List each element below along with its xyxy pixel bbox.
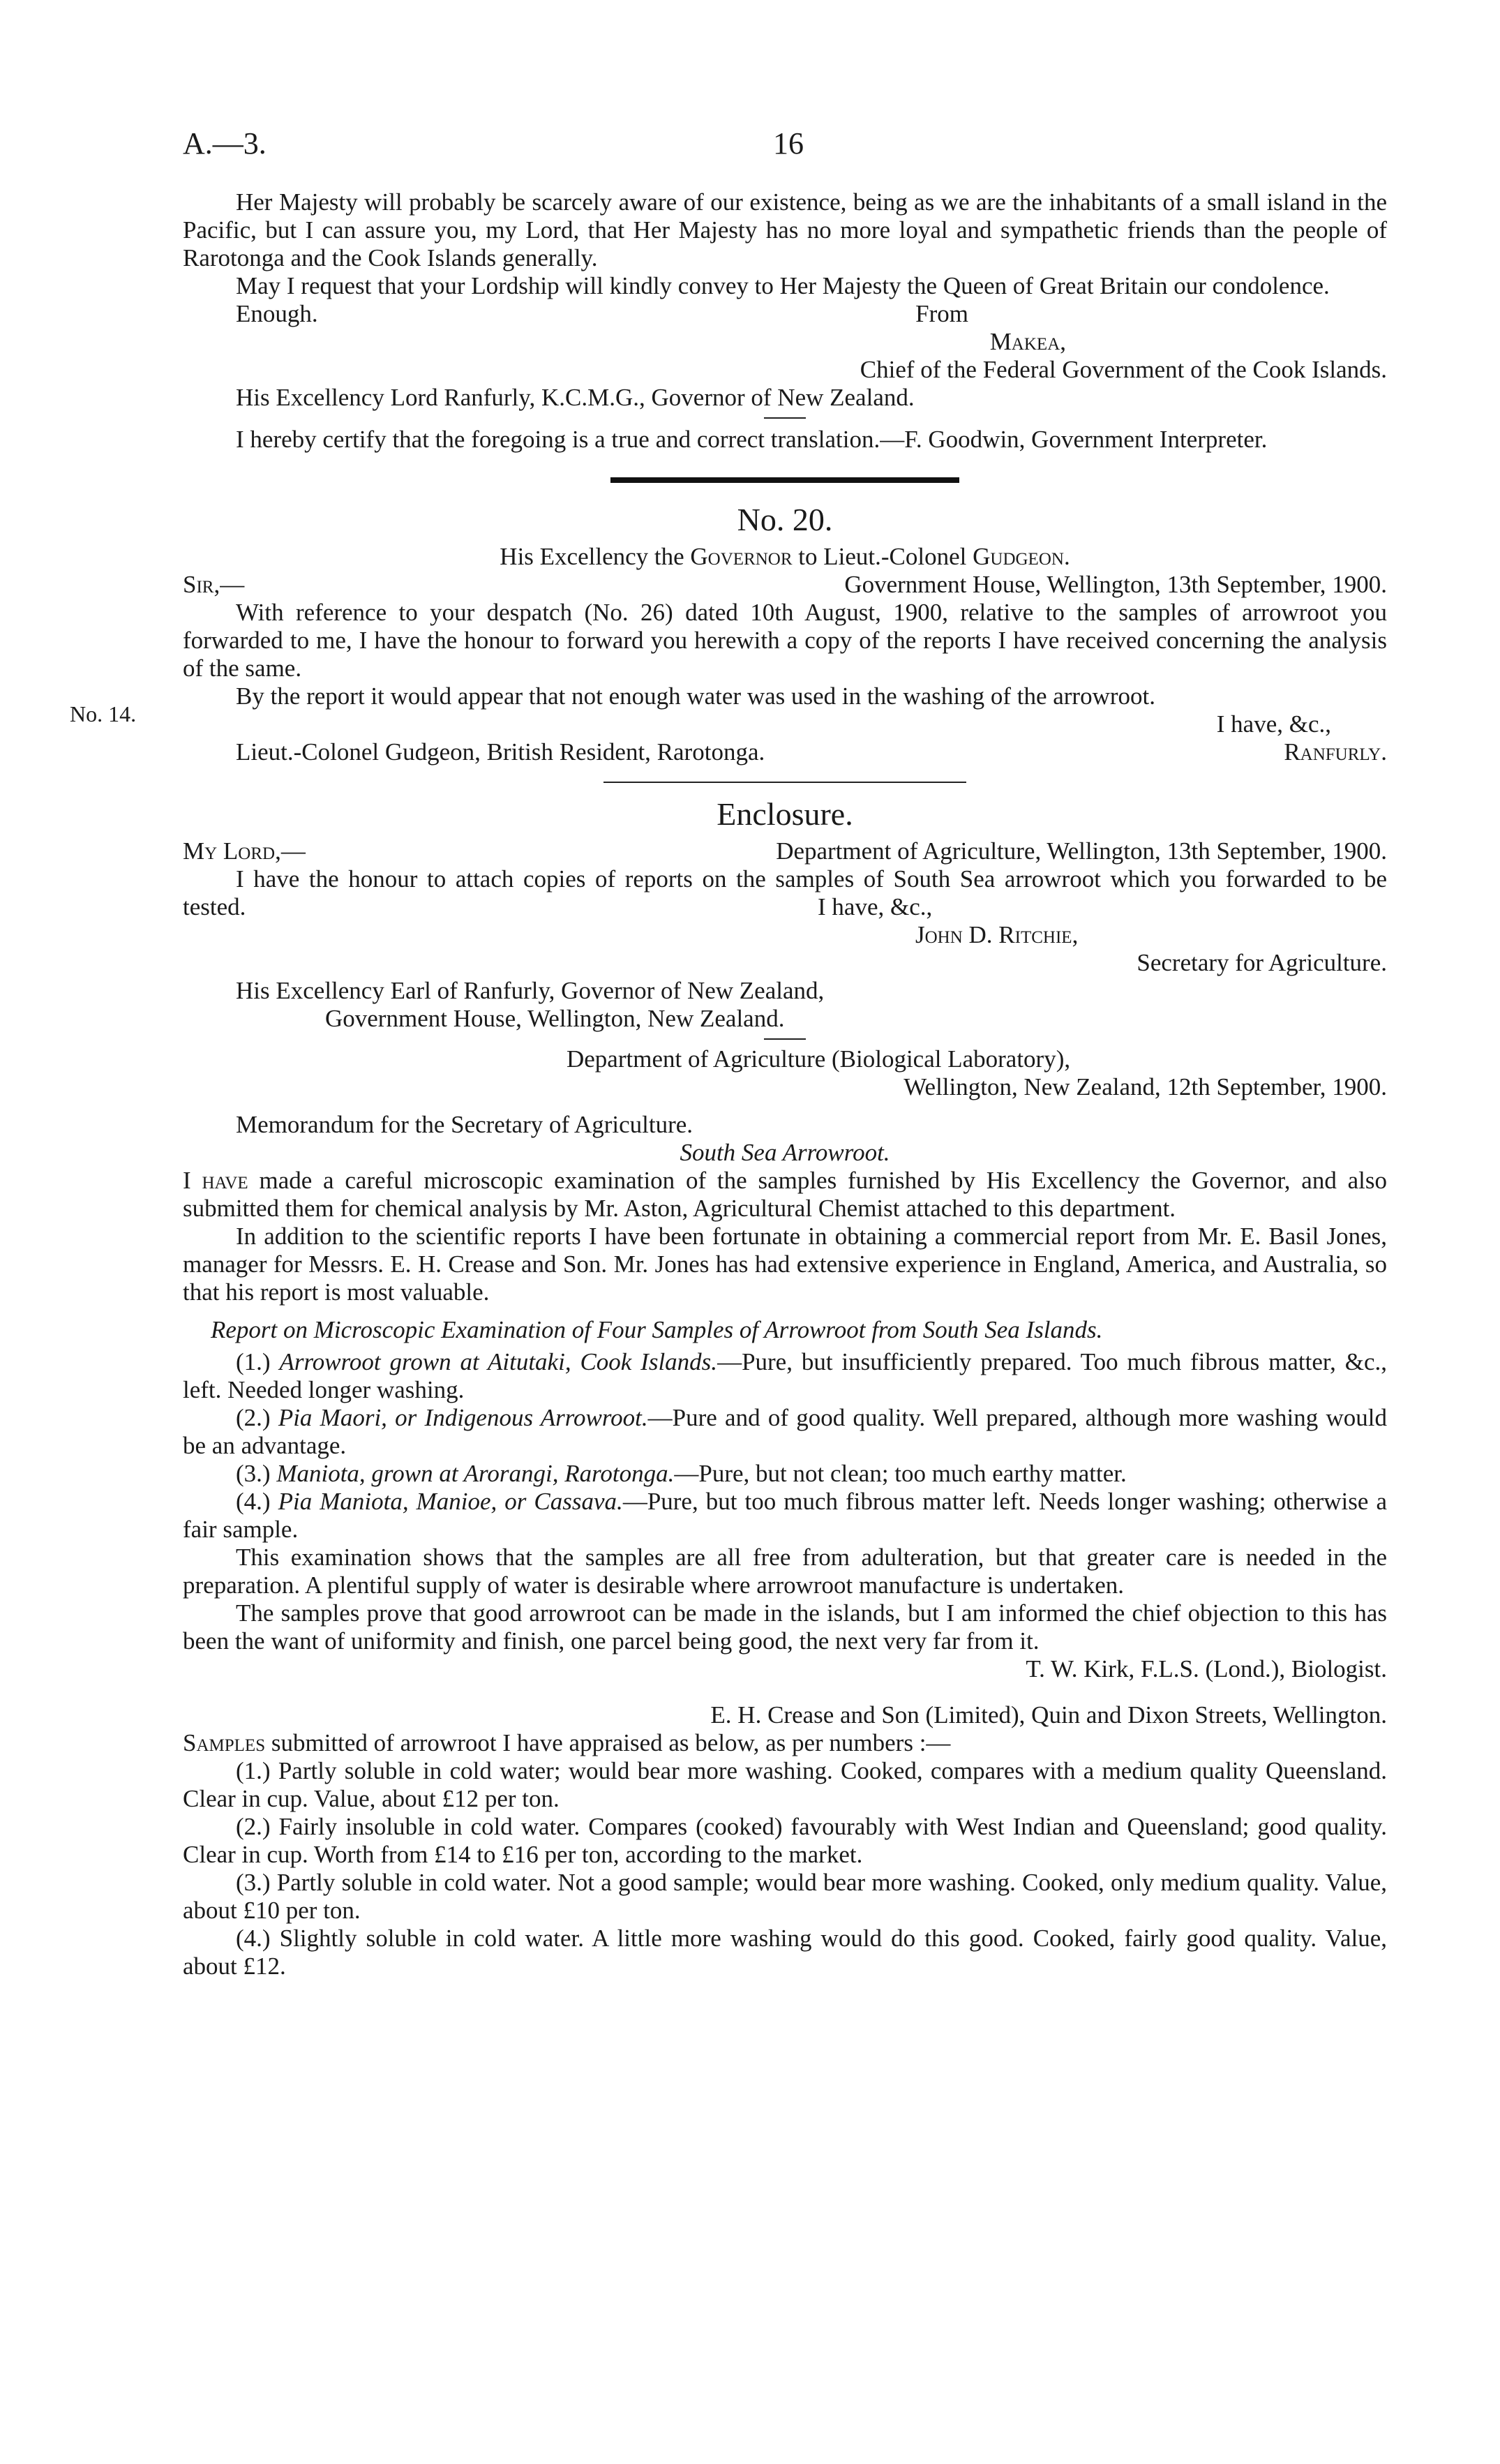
crease-item: (4.) Slightly soluble in cold water. A little more washing would do this good. Cooked, fairly good quality. Value, about £12.: [183, 1925, 1387, 1980]
document-body: [183, 188, 1387, 1980]
section-divider: [764, 1038, 806, 1040]
enclosure-heading: Enclosure.: [717, 796, 853, 832]
no20-salutation-row: [183, 571, 1387, 599]
enclosure-addressee-1: His Excellency Earl of Ranfurly, Governor of New Zealand,: [236, 977, 825, 1004]
no20-recipient: Lieut.-Colonel Gudgeon, British Resident, Rarotonga.: [236, 738, 765, 766]
crease-item: (2.) Fairly insoluble in cold water. Compares (cooked) favourably with West Indian and Queensland; good quality. Clear in cup. Worth from £14 to £16 per ton, according to the market.: [183, 1813, 1387, 1868]
enclosure-signer-title: Secretary for Agriculture.: [1137, 949, 1387, 976]
memo-paragraph-4: The samples prove that good arrowroot can be made in the islands, but I am informed the chief objection to this has been the want of uniformity and finish, one parcel being good, the next very far from it.: [183, 1599, 1387, 1655]
no20-heading: No. 20.: [737, 502, 833, 537]
enclosure-signer: John D. Ritchie,: [915, 921, 1079, 948]
no20-signer: Ranfurly.: [1284, 738, 1387, 766]
memo-signer: T. W. Kirk, F.L.S. (Lond.), Biologist.: [1026, 1655, 1387, 1682]
crease-item: (1.) Partly soluble in cold water; would bear more washing. Cooked, compares with a medium quality Queensland. Clear in cup. Value, about £12 per ton.: [183, 1757, 1387, 1812]
memo-title: South Sea Arrowroot.: [680, 1139, 890, 1166]
crease-header: E. H. Crease and Son (Limited), Quin and Dixon Streets, Wellington.: [710, 1701, 1387, 1728]
memo-paragraph-3: This examination shows that the samples are all free from adulteration, but that greater care is needed in the preparation. A plentiful supply of water is desirable where arrowroot manufacture is undertaken.: [183, 1544, 1387, 1599]
thick-divider: [610, 477, 959, 483]
makea-paragraph-2: May I request that your Lordship will kindly convey to Her Majesty the Queen of Great Britain our condolence.: [236, 272, 1330, 299]
makea-addressee: His Excellency Lord Ranfurly, K.C.M.G., Governor of New Zealand.: [236, 384, 915, 411]
report-title: Report on Microscopic Examination of Four Samples of Arrowroot from South Sea Islands.: [211, 1316, 1103, 1343]
no20-address: Government House, Wellington, 13th September, 1900.: [844, 571, 1387, 598]
memo-paragraph-1: I have made a careful microscopic examination of the samples furnished by His Excellency the Governor, and also submitted them for chemical analysis by Mr. Aston, Agricultural Chemist attached to this department.: [183, 1167, 1387, 1222]
makea-signature: Makea,: [989, 328, 1066, 355]
report-item: (1.) Arrowroot grown at Aitutaki, Cook Islands.—Pure, but insufficiently prepared. Too much fibrous matter, &c., left. Needed longer washing.: [183, 1348, 1388, 1403]
enough-from-row: [183, 300, 1387, 328]
enough-text: Enough.: [236, 300, 318, 327]
memo-paragraph-2: In addition to the scientific reports I have been fortunate in obtaining a commercial report from Mr. E. Basil Jones, manager for Messrs. E. H. Crease and Son. Mr. Jones has had extensive experience in England, America, and Australia, so that his report is most valuable.: [183, 1223, 1387, 1306]
no20-closing: I have, &c.,: [1216, 710, 1331, 738]
document-reference: A.—3.: [183, 126, 267, 160]
memo-date: Wellington, New Zealand, 12th September, 1900.: [903, 1073, 1387, 1100]
no20-paragraph-1: With reference to your despatch (No. 26) dated 10th August, 1900, relative to the samples of arrowroot you forwarded to me, I have the honour to forward you herewith a copy of the reports I have received concerning the analysis of the same.: [183, 599, 1387, 682]
enclosure-closing: I have, &c.,: [818, 893, 933, 920]
enclosure-salutation-row: [183, 837, 1387, 865]
report-item: (2.) Pia Maori, or Indigenous Arrowroot.—Pure and of good quality. Well prepared, although more washing would be an advantage.: [183, 1404, 1387, 1459]
section-divider: [603, 782, 966, 783]
makea-title: Chief of the Federal Government of the Cook Islands.: [860, 356, 1387, 383]
no20-recipient-row: [183, 738, 1387, 766]
page-number: 16: [773, 126, 804, 160]
memo-department: Department of Agriculture (Biological Laboratory),: [567, 1045, 1071, 1073]
enclosure-address: Department of Agriculture, Wellington, 13th September, 1900.: [776, 837, 1387, 865]
report-item: (4.) Pia Maniota, Manioe, or Cassava.—Pure, but too much fibrous matter left. Needs longer washing; otherwise a fair sample.: [183, 1488, 1387, 1543]
enclosure-paragraph: I have the honour to attach copies of reports on the samples of South Sea arrowroot which you forwarded to be tested.: [183, 865, 1387, 920]
no20-subheading: His Excellency the Governor to Lieut.-Colonel Gudgeon.: [500, 543, 1070, 570]
section-divider: [764, 417, 806, 419]
enclosure-addressee-2: Government House, Wellington, New Zealand.: [325, 1005, 785, 1032]
certification-note: I hereby certify that the foregoing is a true and correct translation.—F. Goodwin, Government Interpreter.: [236, 426, 1268, 453]
crease-intro: Samples submitted of arrowroot I have appraised as below, as per numbers :—: [183, 1729, 951, 1756]
enclosure-salutation: My Lord,—: [183, 837, 306, 865]
makea-paragraph-1: Her Majesty will probably be scarcely aware of our existence, being as we are the inhabitants of a small island in the Pacific, but I can assure you, my Lord, that Her Majesty has no more loyal and sympathetic friends than the people of Rarotonga and the Cook Islands generally.: [183, 188, 1387, 271]
no20-salutation: Sir,—: [183, 571, 245, 598]
crease-item: (3.) Partly soluble in cold water. Not a good sample; would bear more washing. Cooked, only medium quality. Value, about £10 per ton.: [183, 1869, 1387, 1924]
margin-note: No. 14.: [70, 701, 137, 726]
from-text: From: [915, 300, 968, 327]
memo-line: Memorandum for the Secretary of Agriculture.: [236, 1111, 693, 1138]
report-item: (3.) Maniota, grown at Arorangi, Rarotonga.—Pure, but not clean; too much earthy matter.: [236, 1460, 1127, 1487]
no20-paragraph-2: By the report it would appear that not enough water was used in the washing of the arrowroot.: [236, 682, 1155, 710]
